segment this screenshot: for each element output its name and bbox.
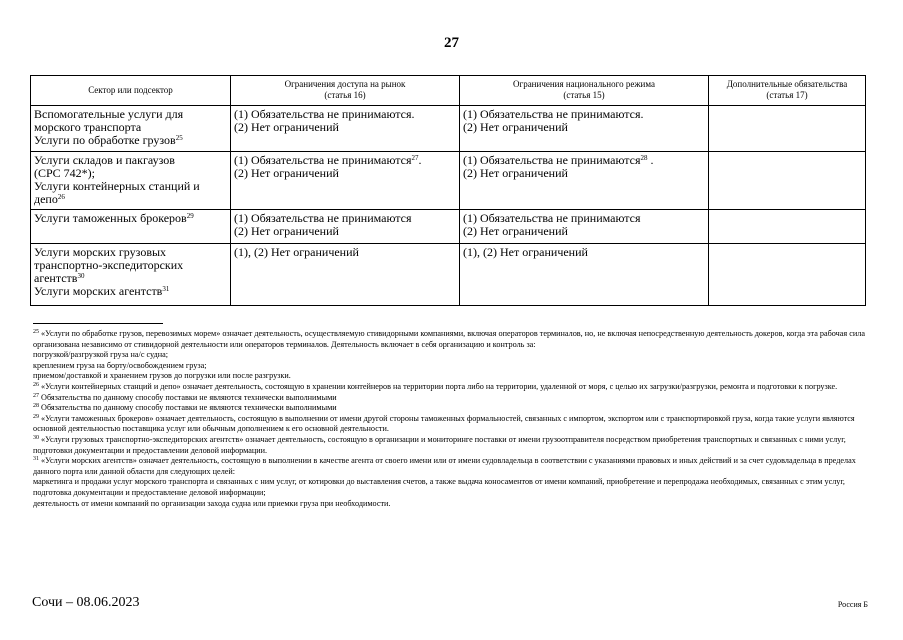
cell-line: Услуги морских агентств$^{31}$ — [34, 284, 170, 298]
cell-line: (1), (2) Нет ограничений — [234, 245, 359, 259]
footnote-number: 25 — [33, 329, 39, 335]
additional-commitments-cell — [709, 152, 866, 210]
additional-commitments-cell — [709, 244, 866, 306]
cell-line: Услуги контейнерных станций и — [34, 179, 200, 193]
cell-line: Услуги морских грузовых — [34, 245, 167, 259]
market-access-cell — [231, 210, 460, 244]
footnote-text: Обязательства по данному способу поставки не являются технически выполнимыми — [41, 392, 337, 402]
table-row — [31, 106, 866, 152]
footnote-text: «Услуги грузовых транспортно-экспедиторских агентств» означает деятельность, состоящую в организации и мониторинге поставки от имени грузоотправителя посредством приобретения транспортных и связанных с ними услуг, подготовки документации и предоставлении деловой информации. — [33, 434, 846, 455]
footnote — [33, 393, 868, 404]
footnote-number: 28 — [33, 403, 39, 410]
footnote-text: деятельность от имени компаний по организации захода судна или приемки груза при необходимости. — [33, 498, 391, 508]
footnote — [33, 456, 868, 477]
footnote — [33, 414, 868, 435]
sector-cell — [31, 106, 231, 152]
cell-line: (1), (2) Нет ограничений — [463, 245, 588, 259]
header-national-treatment: Ограничения национального режима (статья 15) — [460, 76, 709, 106]
cell-line: Услуги складов и пакгаузов — [34, 153, 175, 167]
footnote-text: приемом/доставкой и хранением грузов до погрузки или после разгрузки. — [33, 371, 291, 381]
sector-cell — [31, 152, 231, 210]
footnote-text: креплением груза на борту/освобождением груза; — [33, 360, 207, 370]
table-row — [31, 210, 866, 244]
footnote-divider — [33, 323, 163, 324]
footnote-text: «Услуги по обработке грузов, перевозимых морем» означает деятельность, осуществляемую стивидорными компаниями, включая операторов терминалов, но, не включая непосредственную деятельность докеров, когда эта рабочая сила организована независимо от стивидорной деятельности или операторов терминалов. Деятельность включает в себя организацию и контроль за: — [33, 329, 865, 349]
footnote-text: «Услуги морских агентств» означает деятельность, состоящую в выполнении в качестве агента от своего имени или от имени судовладельца в соответствии с указаниями правовых и иных действий и за счет судовладельца в пределах данного порта или данной области для следующих целей: — [33, 456, 856, 476]
header-additional-commitments: Дополнительные обязательства (статья 17) — [709, 76, 866, 106]
footnote-number: 29 — [33, 413, 39, 420]
footnote-ref: 31 — [162, 285, 170, 293]
footnote-text: маркетинга и продажи услуг морского транспорта и связанных с ним услуг, от котировки до выставления счетов, а также выдача коносаментов от имени компаний, приобретение и перепродажа необходимых, связанных с этим услуг, подготовка документации и предоставление деловой информации; — [33, 477, 845, 497]
footnote — [33, 382, 868, 393]
table-row — [31, 244, 866, 306]
cell-line: (1) Обязательства не принимаются — [463, 211, 641, 225]
cell-line: (1) Обязательства не принимаются. — [234, 107, 415, 121]
footnote — [33, 499, 868, 510]
footnote-ref: 28 — [640, 154, 648, 162]
national-treatment-cell — [460, 210, 709, 244]
sector-cell — [31, 244, 231, 306]
cell-line: (2) Нет ограничений — [463, 224, 568, 238]
footnote-number: 30 — [33, 434, 39, 441]
footnote-ref: 25 — [175, 134, 183, 142]
cell-line: (1) Обязательства не принимаются — [234, 211, 412, 225]
cell-line: (2) Нет ограничений — [463, 120, 568, 134]
footnote-text: погрузкой/разгрузкой груза на/с судна; — [33, 350, 169, 360]
cell-line: (2) Нет ограничений — [234, 224, 339, 238]
footnote-ref: 30 — [77, 272, 85, 280]
national-treatment-cell — [460, 106, 709, 152]
footnotes — [33, 329, 868, 509]
footnote — [33, 361, 868, 372]
market-access-cell — [231, 152, 460, 210]
cell-line: депо$^{26}$ — [34, 192, 65, 206]
cell-line: (2) Нет ограничений — [463, 166, 568, 180]
footnote-ref: 29 — [186, 212, 194, 220]
footnote — [33, 403, 868, 414]
footnote-number: 27 — [33, 392, 39, 399]
footnote-number: 26 — [33, 381, 39, 388]
cell-line: (2) Нет ограничений — [234, 166, 339, 180]
footnote — [33, 350, 868, 361]
footnote — [33, 477, 868, 498]
footnote-ref: 26 — [57, 193, 65, 201]
footnote-number: 31 — [33, 456, 39, 463]
market-access-cell — [231, 244, 460, 306]
cell-line: (1) Обязательства не принимаются$^{28}$ . — [463, 153, 654, 167]
additional-commitments-cell — [709, 106, 866, 152]
footnote-text: Обязательства по данному способу поставки не являются технически выполнимыми — [41, 403, 337, 413]
footer-country: Россия Б — [837, 600, 868, 609]
cell-line: транспортно-экспедиторских — [34, 258, 184, 272]
national-treatment-cell — [460, 152, 709, 210]
cell-line: (1) Обязательства не принимаются. — [463, 107, 644, 121]
header-market-access: Ограничения доступа на рынок (статья 16) — [231, 76, 460, 106]
market-access-cell — [231, 106, 460, 152]
cell-line: Вспомогательные услуги для — [34, 107, 184, 121]
footnote-text: «Услуги таможенных брокеров» означает деятельность, состоящую в выполнении от имени другой стороны таможенных формальностей, связанных с импортом, экспортом или с транспортировкой груза, когда такие услуги являются основной деятельностью поставщика услуг или обычным дополнением к его основной деятельности. — [33, 413, 855, 434]
page-number: 27 — [444, 35, 459, 51]
table-row — [31, 152, 866, 210]
cell-line: (CPC 742*); — [34, 166, 96, 180]
footer-location-date: Сочи – 08.06.2023 — [32, 595, 140, 610]
footnote — [33, 435, 868, 456]
table-header-row — [31, 76, 866, 106]
footnote-text: «Услуги контейнерных станций и депо» означает деятельность, состоящую в хранении контейнеров на территории порта либо на территории, удаленной от моря, с целью их загрузки/разгрузки, ремонта и подготовки к погрузке. — [41, 381, 838, 391]
cell-line: (1) Обязательства не принимаются$^{27}$. — [234, 153, 422, 167]
footnote — [33, 329, 868, 350]
footnote-ref: 27 — [411, 154, 419, 162]
sector-cell — [31, 210, 231, 244]
cell-line: (2) Нет ограничений — [234, 120, 339, 134]
cell-line: морского транспорта — [34, 120, 142, 134]
commitments-table — [30, 75, 866, 306]
cell-line: Услуги таможенных брокеров$^{29}$ — [34, 211, 194, 225]
additional-commitments-cell — [709, 210, 866, 244]
header-sector: Сектор или подсектор — [31, 76, 231, 106]
cell-line: Услуги по обработке грузов$^{25}$ — [34, 133, 183, 147]
footnote — [33, 371, 868, 382]
cell-line: агентств$^{30}$ — [34, 271, 85, 285]
national-treatment-cell — [460, 244, 709, 306]
